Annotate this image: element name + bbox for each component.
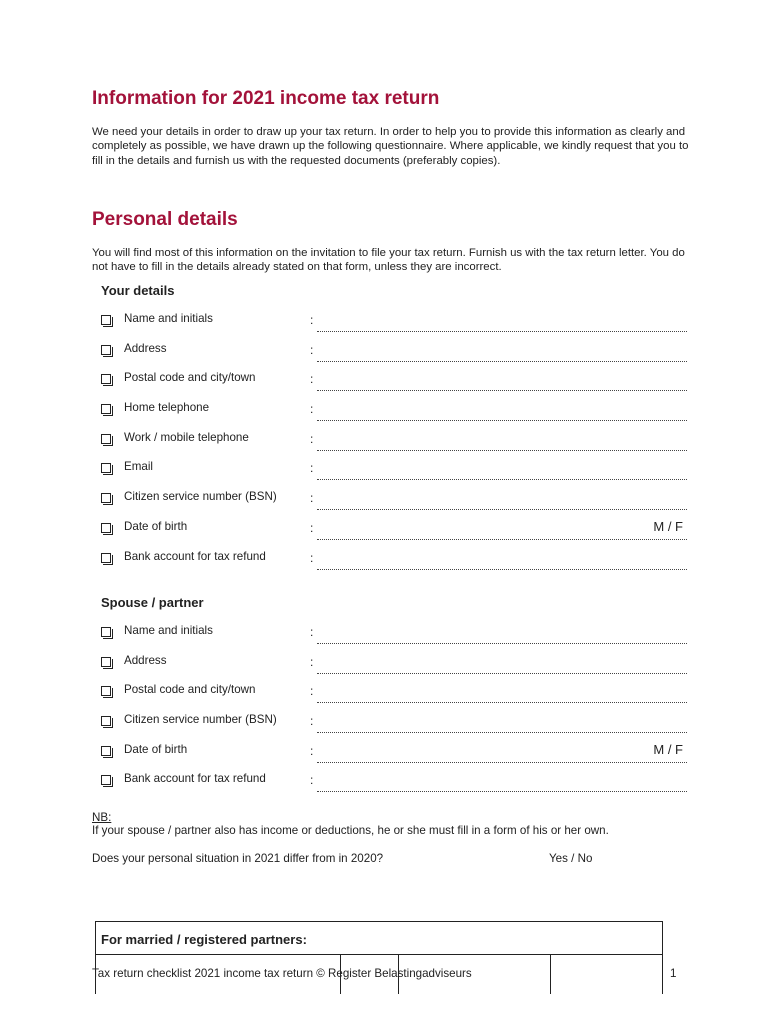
field-label: Citizen service number (BSN): [124, 490, 277, 503]
field-colon: :: [310, 773, 314, 787]
spouse-row-postal-code: [101, 684, 687, 708]
field-label: Date of birth: [124, 520, 188, 533]
nb-label: NB:: [92, 811, 112, 824]
fill-in-line[interactable]: [317, 643, 687, 644]
checkbox-icon[interactable]: [101, 493, 111, 503]
table-column-border: [662, 954, 663, 994]
page-title: Information for 2021 income tax return: [92, 88, 440, 109]
spouse-row-name: [101, 625, 687, 649]
footer-text: Tax return checklist 2021 income tax return © Register Belastingadviseurs: [92, 967, 472, 980]
your-details-row-date-of-birth: [101, 521, 687, 545]
field-label: Address: [124, 654, 167, 667]
field-label: Work / mobile telephone: [124, 431, 249, 444]
checkbox-icon[interactable]: [101, 746, 111, 756]
field-colon: :: [310, 432, 314, 446]
spouse-row-bank-account: [101, 773, 687, 797]
field-label: Name and initials: [124, 624, 213, 637]
field-label: Bank account for tax refund: [124, 772, 266, 785]
field-label: Postal code and city/town: [124, 371, 256, 384]
spouse-row-address: [101, 655, 687, 679]
fill-in-line[interactable]: [317, 762, 687, 763]
field-label: Home telephone: [124, 401, 210, 414]
checkbox-icon[interactable]: [101, 657, 111, 667]
your-details-row-bsn: [101, 491, 687, 515]
field-colon: :: [310, 313, 314, 327]
situation-question: Does your personal situation in 2021 differ from in 2020?: [92, 852, 384, 865]
section-title-personal-details: Personal details: [92, 209, 238, 230]
your-details-row-home-telephone: [101, 402, 687, 426]
fill-in-line[interactable]: [317, 479, 687, 480]
intro-paragraph: We need your details in order to draw up your tax return. In order to help you to provide this information as clearly and completely as possible, we have drawn up the following questionnaire. Where applicable, we kindly request that you to fill in the details and furnish us with the requested documents (preferably copies).: [92, 126, 689, 167]
field-colon: :: [310, 551, 314, 565]
fill-in-line[interactable]: [317, 331, 687, 332]
field-colon: :: [310, 521, 314, 535]
fill-in-line[interactable]: [317, 450, 687, 451]
your-details-heading: Your details: [101, 283, 175, 298]
checkbox-icon[interactable]: [101, 345, 111, 355]
field-colon: :: [310, 714, 314, 728]
field-label: Citizen service number (BSN): [124, 713, 277, 726]
checkbox-icon[interactable]: [101, 686, 111, 696]
gender-option[interactable]: M / F: [653, 742, 683, 757]
fill-in-line[interactable]: [317, 509, 687, 510]
your-details-row-email: [101, 461, 687, 485]
field-colon: :: [310, 343, 314, 357]
checkbox-icon[interactable]: [101, 523, 111, 533]
checkbox-icon[interactable]: [101, 404, 111, 414]
fill-in-line[interactable]: [317, 420, 687, 421]
checkbox-icon[interactable]: [101, 315, 111, 325]
your-details-row-postal-code: [101, 372, 687, 396]
fill-in-line[interactable]: [317, 361, 687, 362]
fill-in-line[interactable]: [317, 569, 687, 570]
fill-in-line[interactable]: [317, 732, 687, 733]
field-label: Date of birth: [124, 743, 188, 756]
section-intro-paragraph: You will find most of this information on the invitation to file your tax return. Furnish us with the tax return letter. You do not have to fill in the details already stated on that form, unless they are incorrect.: [92, 247, 685, 274]
field-label: Bank account for tax refund: [124, 550, 266, 563]
fill-in-line[interactable]: [317, 673, 687, 674]
table-column-border: [550, 954, 551, 994]
field-label: Address: [124, 342, 167, 355]
field-colon: :: [310, 684, 314, 698]
checkbox-icon[interactable]: [101, 716, 111, 726]
field-colon: :: [310, 744, 314, 758]
table-divider: [95, 954, 663, 955]
fill-in-line[interactable]: [317, 702, 687, 703]
field-colon: :: [310, 402, 314, 416]
field-label: Email: [124, 460, 153, 473]
field-colon: :: [310, 461, 314, 475]
your-details-row-bank-account: [101, 551, 687, 575]
fill-in-line[interactable]: [317, 390, 687, 391]
field-colon: :: [310, 625, 314, 639]
checkbox-icon[interactable]: [101, 374, 111, 384]
your-details-row-work-telephone: [101, 432, 687, 456]
spouse-row-bsn: [101, 714, 687, 738]
gender-option[interactable]: M / F: [653, 519, 683, 534]
checkbox-icon[interactable]: [101, 434, 111, 444]
page-number: 1: [670, 967, 677, 980]
partners-table-title: For married / registered partners:: [101, 932, 307, 947]
field-colon: :: [310, 655, 314, 669]
checkbox-icon[interactable]: [101, 463, 111, 473]
field-colon: :: [310, 491, 314, 505]
checkbox-icon[interactable]: [101, 775, 111, 785]
fill-in-line[interactable]: [317, 539, 687, 540]
fill-in-line[interactable]: [317, 791, 687, 792]
yes-no-options[interactable]: Yes / No: [549, 852, 593, 865]
spouse-row-date-of-birth: [101, 744, 687, 768]
field-label: Name and initials: [124, 312, 213, 325]
checkbox-icon[interactable]: [101, 553, 111, 563]
spouse-heading: Spouse / partner: [101, 595, 204, 610]
your-details-row-address: [101, 343, 687, 367]
nb-text: If your spouse / partner also has income or deductions, he or she must fill in a form of his or her own.: [92, 824, 609, 837]
field-label: Postal code and city/town: [124, 683, 256, 696]
checkbox-icon[interactable]: [101, 627, 111, 637]
field-colon: :: [310, 372, 314, 386]
your-details-row-name: [101, 313, 687, 337]
